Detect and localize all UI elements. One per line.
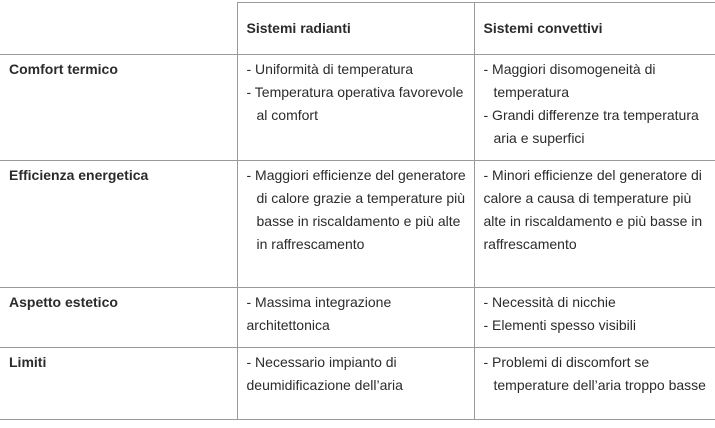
row-label: Aspetto estetico bbox=[0, 288, 237, 348]
list-item: - Minori efficienze del generatore di calore a causa di temperature più alte in riscaldamento e più basse in raffrescamento bbox=[483, 167, 703, 252]
row-label: Efficienza energetica bbox=[0, 161, 237, 288]
row-efficienza-energetica bbox=[0, 161, 715, 288]
convettivi-cell bbox=[474, 288, 715, 348]
header-radianti: Sistemi radianti bbox=[237, 3, 474, 55]
row-limiti bbox=[0, 348, 715, 420]
list-item: - Problemi di discomfort se temperature dell’aria troppo basse bbox=[483, 354, 706, 393]
radianti-cell bbox=[237, 161, 474, 288]
row-label: Comfort termico bbox=[0, 55, 237, 161]
comparison-table bbox=[0, 2, 715, 420]
list-item: - Elementi spesso visibili bbox=[483, 317, 636, 333]
row-label: Limiti bbox=[0, 348, 237, 420]
header-convettivi: Sistemi convettivi bbox=[474, 3, 715, 55]
convettivi-cell bbox=[474, 55, 715, 161]
convettivi-cell bbox=[474, 161, 715, 288]
row-aspetto-estetico bbox=[0, 288, 715, 348]
radianti-cell bbox=[237, 348, 474, 420]
list-item: - Necessità di nicchie bbox=[483, 294, 616, 310]
list-item: - Maggiori disomogeneità di temperatura bbox=[483, 61, 656, 100]
convettivi-cell bbox=[474, 348, 715, 420]
list-item: - Grandi differenze tra temperatura aria e superfici bbox=[483, 107, 699, 146]
list-item: - Uniformità di temperatura bbox=[246, 61, 414, 77]
radianti-cell bbox=[237, 288, 474, 348]
header-row bbox=[0, 3, 715, 55]
row-comfort-termico bbox=[0, 55, 715, 161]
list-item: - Temperatura operativa favorevole al comfort bbox=[246, 84, 464, 123]
list-item: - Maggiori efficienze del generatore di calore grazie a temperature più basse in riscaldamento e più alte in raffrescamento bbox=[246, 167, 466, 252]
radianti-cell bbox=[237, 55, 474, 161]
list-item: - Necessario impianto di deumidificazione dell’aria bbox=[246, 354, 403, 393]
list-item: - Massima integrazione architettonica bbox=[246, 294, 392, 333]
header-empty-cell bbox=[0, 3, 237, 55]
